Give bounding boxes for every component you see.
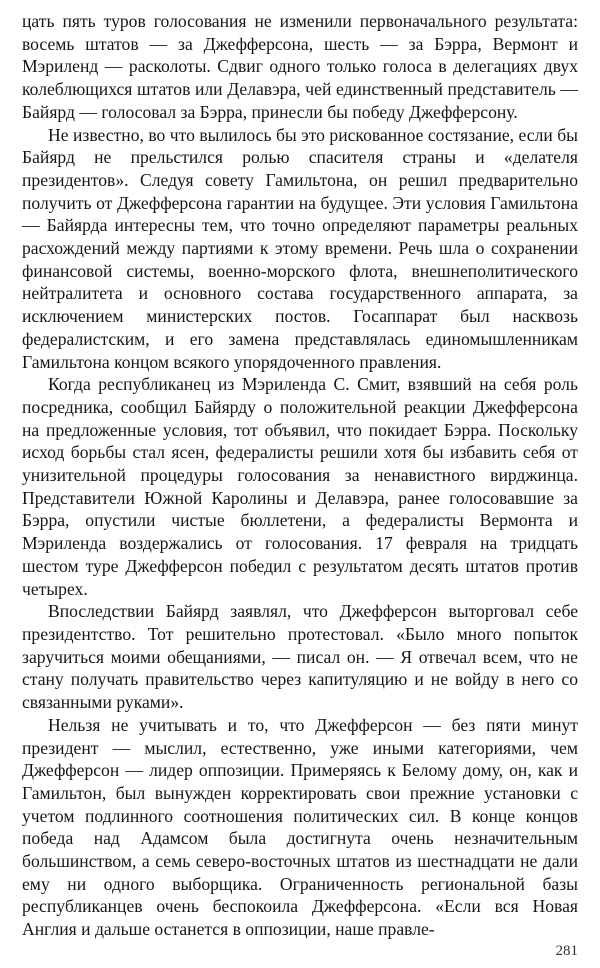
page-body	[22, 10, 578, 941]
paragraph-5: Нельзя не учитывать и то, что Джефферсон — без пяти минут президент — мыслил, естественно, уже иными категориями, чем Джефферсон — лидер оппозиции. Примеряясь к Белому дому, он, как и Гамильтон, был вынужден корректировать свои прежние установки с учетом подлинного соотношения политических сил. В конце концов победа над Адамсом была достигнута очень незначительным большинством, а семь северо-восточных штатов из шестнадцати не дали ему ни одного выборщика. Ограниченность региональной базы республиканцев очень беспокоила Джефферсона. «Если вся Новая Англия и дальше останется в оппозиции, наше правле-	[22, 714, 578, 940]
page-number: 281	[555, 943, 578, 959]
paragraph-4: Впоследствии Байярд заявлял, что Джефферсон выторговал себе президентство. Тот решительно протестовал. «Было много попыток заручиться моими обещаниями, — писал он. — Я отвечал всем, что не стану получать правительство через капитуляцию и не войду в него со связанными руками».	[22, 601, 578, 713]
paragraph-3: Когда республиканец из Мэриленда С. Смит, взявший на себя роль посредника, сообщил Байярду о положительной реакции Джефферсона на предложенные условия, тот объявил, что покидает Бэрра. Поскольку исход борьбы стал ясен, федералисты решили хотя бы избавить себя от унизительной процедуры голосования за ненавистного вирджинца. Представители Южной Каролины и Делавэра, ранее голосовавшие за Бэрра, опустили чистые бюллетени, а федералисты Вермонта и Мэриленда воздержались от голосования. 17 февраля на тридцать шестом туре Джефферсон победил с результатом десять штатов против четырех.	[22, 374, 578, 599]
paragraph-2: Не известно, во что вылилось бы это рискованное состязание, если бы Байярд не прельстился ролью спасителя страны и «делателя президентов». Следуя совету Гамильтона, он решил предварительно получить от Джефферсона гарантии на будущее. Эти условия Гамильтона — Байярда интересны тем, что точно определяют параметры реальных расхождений между партиями к этому времени. Речь шла о сохранении финансовой системы, военно-морского флота, внешнеполитического нейтралитета и основного состава государственного аппарата, за исключением министерских постов. Госаппарат был насквозь федералистским, и его замена представлялась единомышленникам Гамильтона концом всякого упорядоченного правления.	[22, 124, 578, 372]
paragraph-1: цать пять туров голосования не изменили первоначального результата: восемь штатов — за Джефферсона, шесть — за Бэрра, Вермонт и Мэриленд — расколоты. Сдвиг одного только голоса в делегациях двух колеблющихся штатов или Делавэра, чей единственный представитель — Байярд — голосовал за Бэрра, принесли бы победу Джефферсону.	[22, 11, 578, 122]
